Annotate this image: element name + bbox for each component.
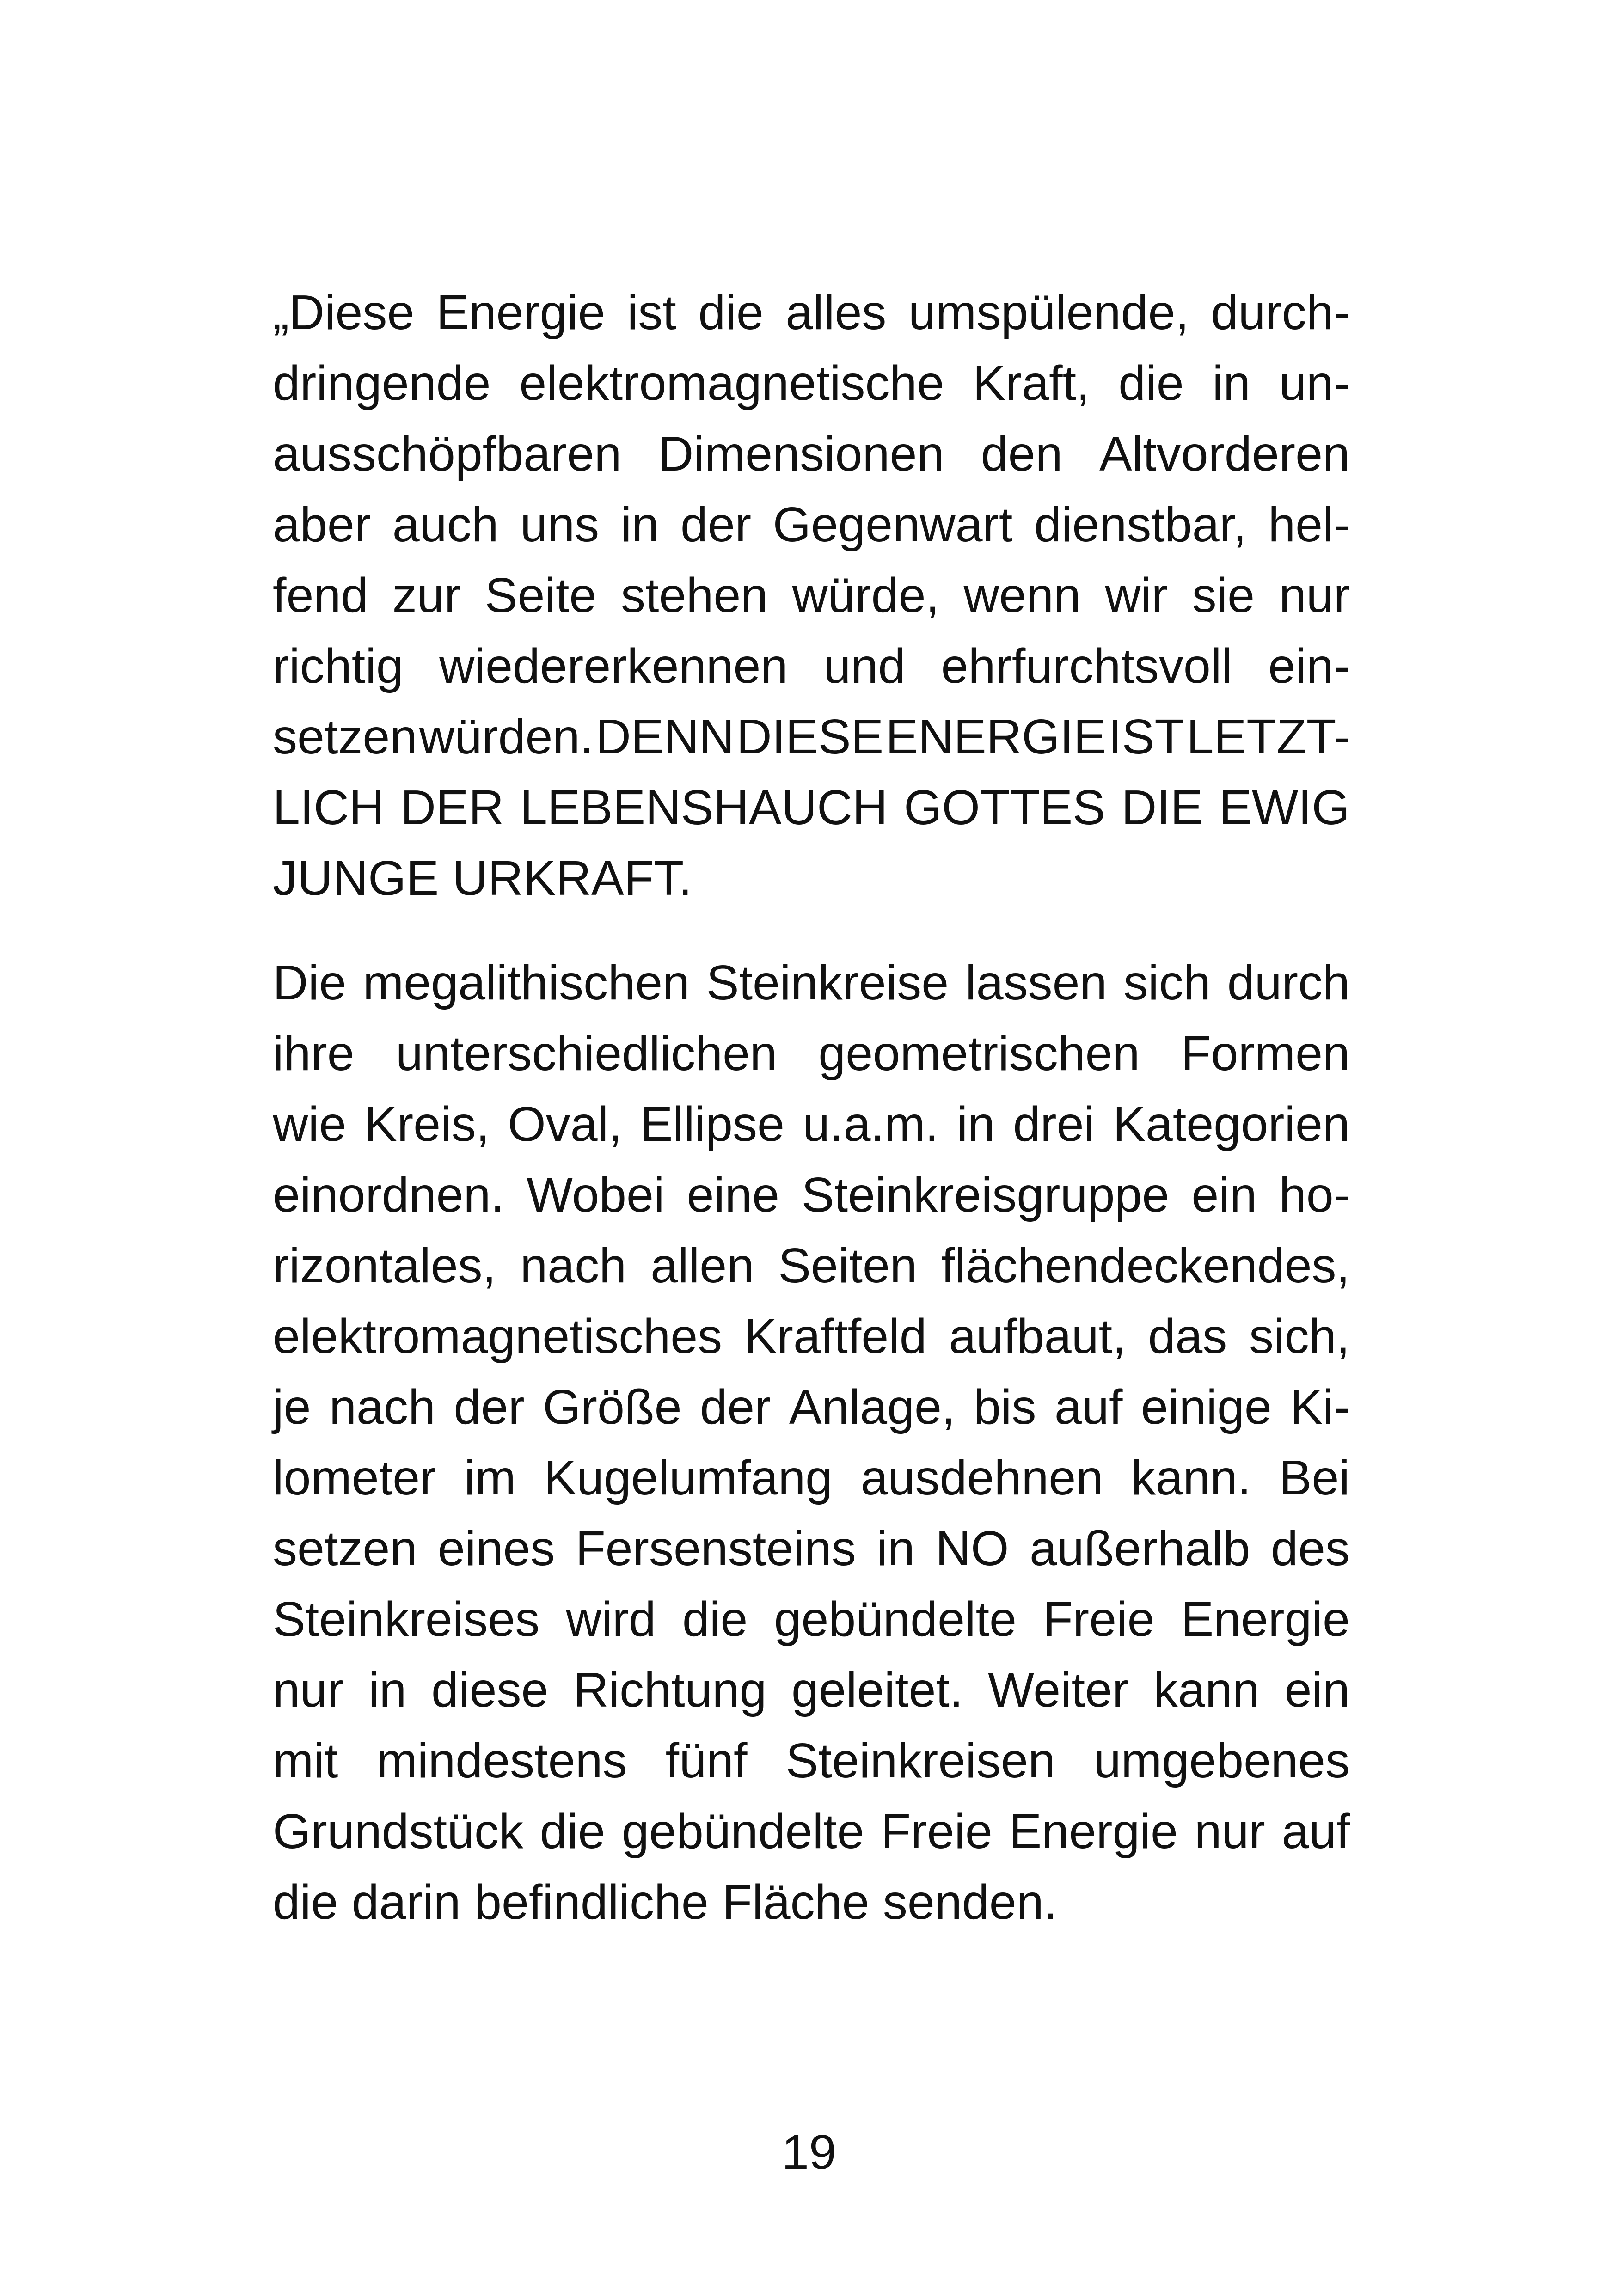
word: nur [1194,1804,1265,1859]
word: wird [566,1592,656,1647]
word: aufbaut, [949,1309,1126,1364]
word: wir [1105,568,1168,623]
word: DIE [1121,780,1203,835]
word: Oval, [508,1097,622,1151]
word: die [682,1592,748,1647]
word: ehrfurchtsvoll [941,639,1232,693]
word: sich, [1249,1309,1350,1364]
word: ausschöpfbaren [273,427,622,481]
word: umgebenes [1094,1733,1350,1788]
word: nach [520,1238,627,1293]
paragraph-2-line-9 [273,1513,1350,1584]
word: unterschiedlichen [396,1026,777,1081]
paragraph-2-line-3 [273,1089,1350,1160]
word: Ki- [1290,1380,1350,1434]
word: auf [1281,1804,1350,1859]
word: NO [935,1521,1009,1576]
word: Kugelumfang [544,1451,833,1505]
word: LEBENSHAUCH [520,780,888,835]
word: ein [1284,1663,1350,1717]
word: gebündelte [621,1804,864,1859]
word: Freie [1043,1592,1155,1647]
word: Die [273,955,347,1010]
word: mindestens [376,1733,627,1788]
word: Energie [1009,1804,1178,1859]
word: sich [1123,955,1211,1010]
paragraph-1-line-1 [273,277,1350,348]
word: EWIG [1219,780,1350,835]
word: nur [1279,568,1350,623]
word: dringende [273,356,491,410]
page-number: 19 [782,2125,836,2180]
word: Grundstück [273,1804,524,1859]
word: diese [431,1663,549,1717]
word: eines [437,1521,555,1576]
word: kann [1153,1663,1260,1717]
word: ENERGIE [885,710,1106,764]
word: un- [1279,356,1350,410]
word: DER [400,780,504,835]
word: die [1118,356,1184,410]
word: Größe [543,1380,682,1434]
word: rizontales, [273,1238,496,1293]
word: Dimensionen [658,427,944,481]
paragraph-1-line-2 [273,348,1350,419]
paragraph-2-line-4 [273,1160,1350,1231]
paragraph-1-line-9: JUNGE URKRAFT. [273,851,692,906]
word: gebündelte [774,1592,1017,1647]
paragraph-2-line-14: die darin befindliche Fläche senden. [273,1875,1058,1929]
word: würde, [792,568,939,623]
word: u.a.m. [803,1097,939,1151]
word: den [981,427,1063,481]
word: in [876,1521,915,1576]
word: „Diese [273,285,415,340]
word: Steinkreisen [785,1733,1055,1788]
word: DIESE [736,710,884,764]
word: alles [785,285,887,340]
word: einordnen. [273,1168,504,1222]
paragraph-2-line-12 [273,1726,1350,1796]
word: hel- [1268,497,1350,552]
word: durch- [1211,285,1350,340]
word: wenn [963,568,1081,623]
word: Seiten [778,1238,917,1293]
paragraph-2-line-7 [273,1372,1350,1443]
word: umspülende, [908,285,1189,340]
word: mit [273,1733,338,1788]
word: wiedererkennen [439,639,788,693]
word: Energie [1181,1592,1350,1647]
word: setzen [273,1521,417,1576]
word: Wobei [526,1168,665,1222]
word: das [1148,1309,1227,1364]
word: LETZT- [1186,710,1350,764]
word: bis [973,1380,1036,1434]
word: ein [1191,1168,1257,1222]
word: Freie [881,1804,993,1859]
paragraph-2-line-11 [273,1655,1350,1726]
word: Fersensteins [575,1521,856,1576]
word: Kreis, [364,1097,490,1151]
word: würden. [419,710,594,764]
word: und [823,639,906,693]
paragraph-1-line-4 [273,490,1350,560]
word: allen [650,1238,754,1293]
word: der [680,497,752,552]
word: Energie [436,285,606,340]
word: Seite [484,568,597,623]
word: aber [273,497,371,552]
word: dienstbar, [1034,497,1247,552]
word: ho- [1279,1168,1350,1222]
word: geometrischen [818,1026,1140,1081]
paragraph-1-line-5 [273,560,1350,631]
word: Steinkreisgruppe [801,1168,1170,1222]
word: Formen [1181,1026,1350,1081]
paragraph-1-line-7 [273,702,1350,772]
word: drei [1013,1097,1095,1151]
word: in [620,497,659,552]
word: setzen [273,710,417,764]
word: auch [392,497,499,552]
word: eine [686,1168,779,1222]
paragraph-2-line-13 [273,1796,1350,1867]
word: in [1212,356,1250,410]
word: in [368,1663,407,1717]
word: megalithischen [362,955,690,1010]
word: die [539,1804,606,1859]
word: außerhalb [1030,1521,1250,1576]
word: kann. [1131,1451,1251,1505]
paragraph-1-line-8 [273,772,1350,843]
word: richtig [273,639,404,693]
word: Gegenwart [772,497,1013,552]
word: je [273,1380,311,1434]
word: fend [273,568,368,623]
word: lassen [965,955,1107,1010]
paragraph-1-line-6 [273,631,1350,702]
word: geleitet. [791,1663,963,1717]
word: im [464,1451,516,1505]
word: ein- [1268,639,1350,693]
word: ihre [273,1026,355,1081]
word: ausdehnen [860,1451,1103,1505]
word: fünf [665,1733,748,1788]
word: Anlage, [789,1380,956,1434]
word: Kraft, [973,356,1090,410]
word: lometer [273,1451,436,1505]
word: LICH [273,780,385,835]
paragraph-2-line-2 [273,1018,1350,1089]
word: stehen [620,568,768,623]
word: der [700,1380,771,1434]
word: durch [1227,955,1350,1010]
word: uns [520,497,600,552]
word: flächendeckendes, [941,1238,1350,1293]
paragraph-2-line-5 [273,1231,1350,1301]
paragraph-2-line-8 [273,1443,1350,1513]
word: Richtung [573,1663,767,1717]
word: Kategorien [1113,1097,1350,1151]
word: einige [1140,1380,1272,1434]
word: zur [392,568,461,623]
word: nur [273,1663,344,1717]
word: auf [1054,1380,1123,1434]
word: die [698,285,764,340]
word: der [454,1380,525,1434]
paragraph-1-line-3 [273,419,1350,490]
word: nach [329,1380,435,1434]
paragraph-2 [273,948,1350,1938]
word: sie [1192,568,1255,623]
word: elektromagnetisches [273,1309,723,1364]
word: Altvorderen [1099,427,1350,481]
word: in [956,1097,995,1151]
word: Kraftfeld [744,1309,927,1364]
paragraph-2-line-1 [273,948,1350,1018]
word: Steinkreises [273,1592,540,1647]
word: des [1271,1521,1350,1576]
paragraph-2-line-10 [273,1584,1350,1655]
word: Bei [1279,1451,1350,1505]
word: wie [273,1097,347,1151]
word: ist [627,285,676,340]
word: Steinkreise [706,955,949,1010]
paragraph-1 [273,277,1350,914]
word: DENN [595,710,735,764]
word: elektromagnetische [519,356,944,410]
paragraph-2-line-6 [273,1301,1350,1372]
word: GOTTES [904,780,1105,835]
word: Ellipse [640,1097,784,1151]
word: Weiter [987,1663,1129,1717]
word: IST [1108,710,1185,764]
